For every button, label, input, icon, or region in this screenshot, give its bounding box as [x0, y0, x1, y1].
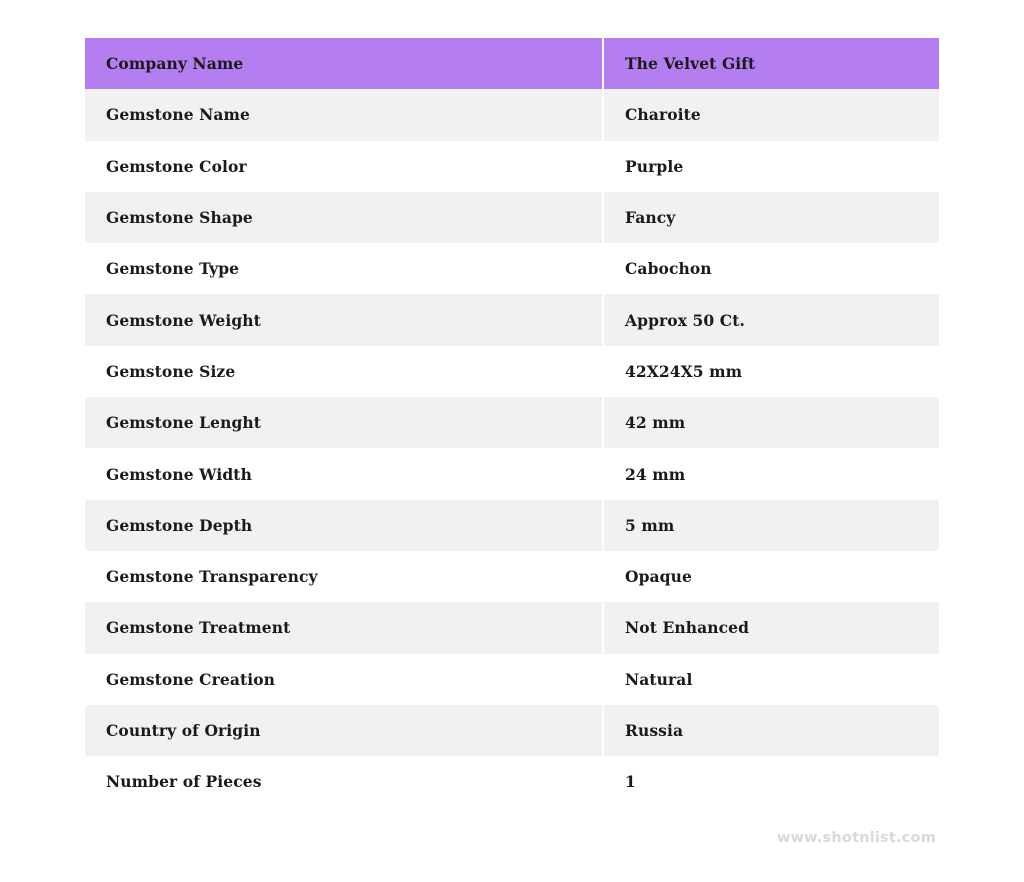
table-row: [85, 602, 939, 653]
row-value: Approx 50 Ct.: [603, 294, 939, 345]
table-row: [85, 192, 939, 243]
row-label: Gemstone Size: [85, 346, 603, 397]
row-value: Not Enhanced: [603, 602, 939, 653]
table-row: [85, 448, 939, 499]
row-label: Company Name: [85, 38, 603, 89]
row-value: Purple: [603, 141, 939, 192]
row-value: The Velvet Gift: [603, 38, 939, 89]
row-label: Gemstone Treatment: [85, 602, 603, 653]
gemstone-specification-table: [85, 38, 939, 807]
table-row: [85, 397, 939, 448]
row-value: 1: [603, 756, 939, 807]
table-row: [85, 141, 939, 192]
watermark: www.shotnlist.com: [776, 830, 936, 846]
row-label: Gemstone Lenght: [85, 397, 603, 448]
table-row: [85, 705, 939, 756]
row-label: Gemstone Type: [85, 243, 603, 294]
row-value: 24 mm: [603, 448, 939, 499]
row-value: Russia: [603, 705, 939, 756]
row-value: 42 mm: [603, 397, 939, 448]
row-label: Country of Origin: [85, 705, 603, 756]
row-label: Number of Pieces: [85, 756, 603, 807]
table-row: [85, 346, 939, 397]
row-label: Gemstone Creation: [85, 654, 603, 705]
row-value: Fancy: [603, 192, 939, 243]
row-label: Gemstone Color: [85, 141, 603, 192]
row-label: Gemstone Weight: [85, 294, 603, 345]
table-row: [85, 89, 939, 140]
row-label: Gemstone Transparency: [85, 551, 603, 602]
row-value: Natural: [603, 654, 939, 705]
row-value: Charoite: [603, 89, 939, 140]
table-row: [85, 500, 939, 551]
table-row: [85, 38, 939, 89]
table-row: [85, 551, 939, 602]
row-value: Cabochon: [603, 243, 939, 294]
row-label: Gemstone Shape: [85, 192, 603, 243]
table-row: [85, 756, 939, 807]
table-row: [85, 243, 939, 294]
table-body: [85, 38, 939, 807]
table-row: [85, 294, 939, 345]
row-label: Gemstone Width: [85, 448, 603, 499]
row-value: 5 mm: [603, 500, 939, 551]
row-value: Opaque: [603, 551, 939, 602]
row-label: Gemstone Depth: [85, 500, 603, 551]
table-row: [85, 654, 939, 705]
row-value: 42X24X5 mm: [603, 346, 939, 397]
row-label: Gemstone Name: [85, 89, 603, 140]
